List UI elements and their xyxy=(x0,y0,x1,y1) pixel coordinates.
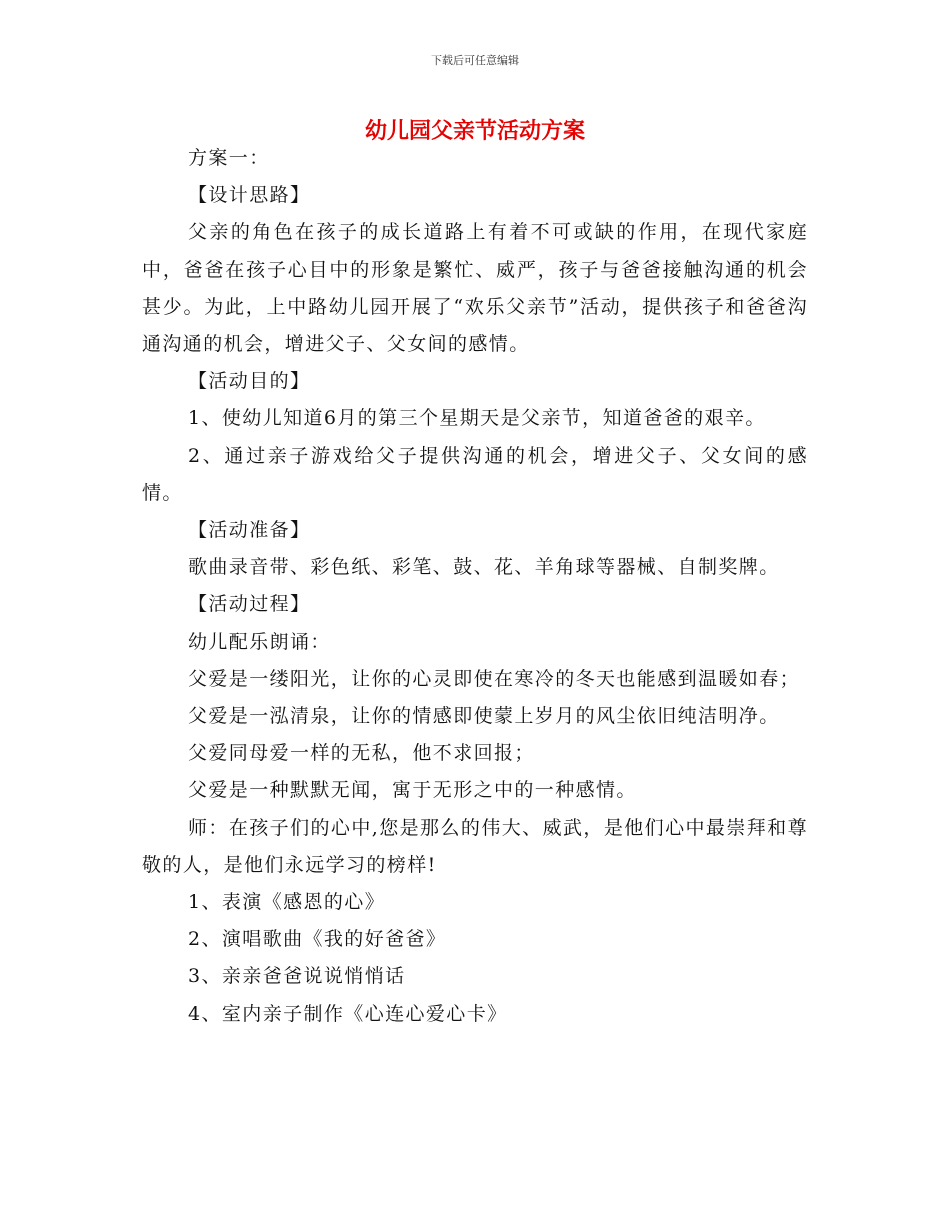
poem-line: 父爱同母爱一样的无私，他不求回报； xyxy=(188,742,535,765)
section-heading: 【活动目的】 xyxy=(188,370,311,393)
section-heading: 【活动准备】 xyxy=(188,519,311,542)
section-heading: 【设计思路】 xyxy=(188,184,311,207)
list-item: 2、演唱歌曲《我的好爸爸》 xyxy=(188,928,447,951)
poem-line: 父爱是一泓清泉，让你的情感即使蒙上岁月的风尘依旧纯洁明净。 xyxy=(188,705,780,728)
section-label: 方案一： xyxy=(188,147,270,169)
section-heading: 【活动过程】 xyxy=(188,593,311,616)
list-item: 4、室内亲子制作《心连心爱心卡》 xyxy=(188,1002,508,1025)
poem-line: 父爱是一种默默无闻，寓于无形之中的一种感情。 xyxy=(188,779,637,802)
poem-line: 父爱是一缕阳光，让你的心灵即使在寒冷的冬天也能感到温暖如春； xyxy=(188,667,801,690)
list-item: 2、通过亲子游戏给父子提供沟通的机会，增进父子、父女间的感情。 xyxy=(142,444,808,504)
paragraph: 父亲的角色在孩子的成长道路上有着不可或缺的作用，在现代家庭中，爸爸在孩子心目中的形象是繁忙、威严，孩子与爸爸接触沟通的机会甚少。为此，上中路幼儿园开展了“欢乐父亲节”活动，提供孩子和爸爸沟通沟通的机会，增进父子、父女间的感情。 xyxy=(142,221,808,356)
document-title: 幼儿园父亲节活动方案 xyxy=(364,119,585,144)
document-body xyxy=(142,140,808,1033)
paragraph: 师：在孩子们的心中,您是那么的伟大、威武，是他们心中最崇拜和尊敬的人，是他们永远学习的榜样! xyxy=(142,816,808,876)
list-item: 1、表演《感恩的心》 xyxy=(188,891,386,914)
list-item: 1、使幼儿知道6月的第三个星期天是父亲节，知道爸爸的艰辛。 xyxy=(188,407,766,430)
list-item: 3、亲亲爸爸说说悄悄话 xyxy=(188,965,406,988)
page-header-note: 下载后可任意编辑 xyxy=(431,54,519,67)
paragraph: 歌曲录音带、彩色纸、彩笔、鼓、花、羊角球等器械、自制奖牌。 xyxy=(188,556,780,579)
paragraph: 幼儿配乐朗诵： xyxy=(188,630,331,653)
